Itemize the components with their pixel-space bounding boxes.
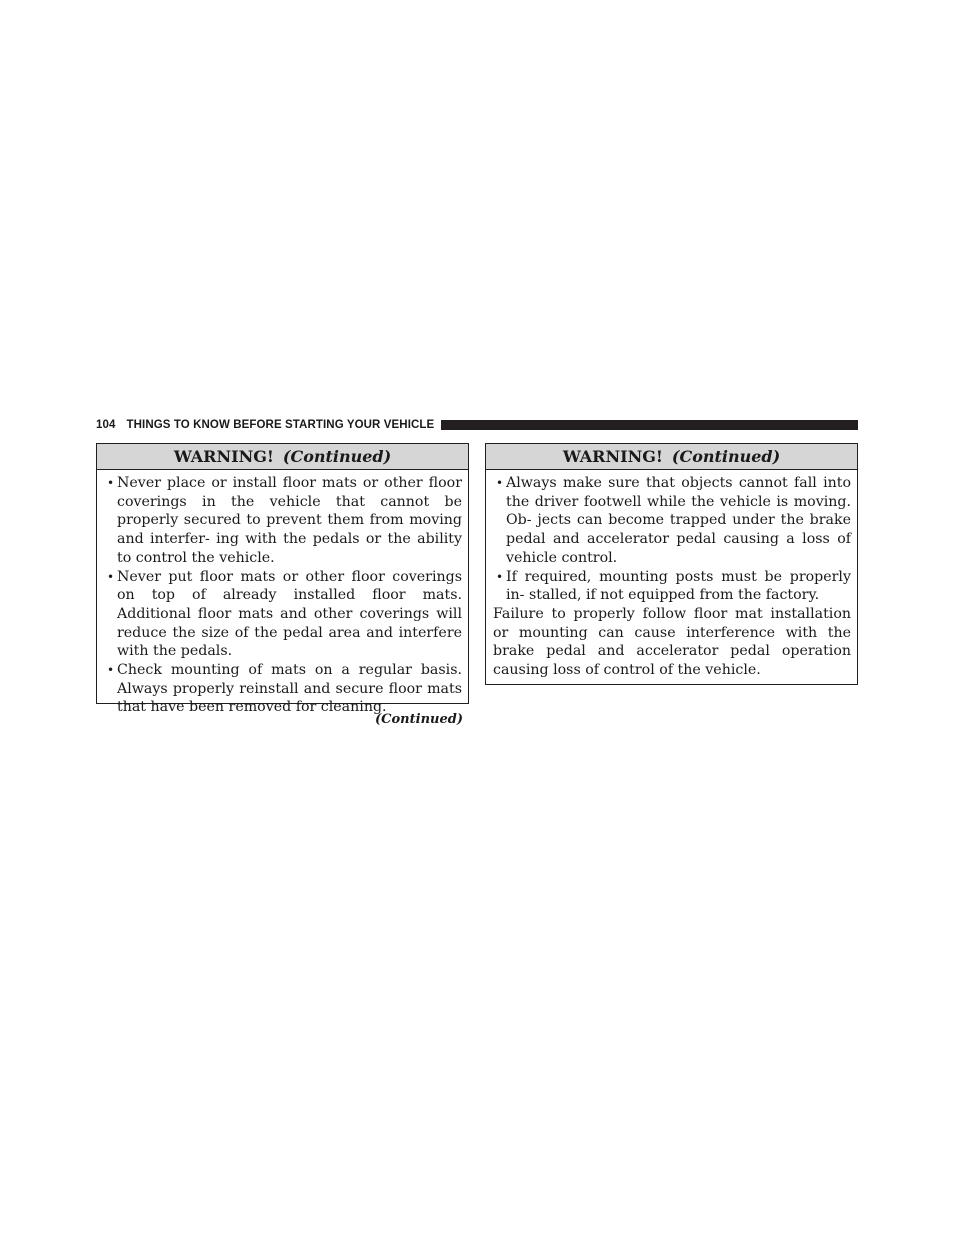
warning-body-left — [97, 470, 468, 717]
warning-body-right — [486, 470, 857, 680]
warning-box-left — [96, 443, 469, 716]
warning-box-right — [485, 443, 858, 685]
page-number: 104 — [96, 419, 116, 431]
continued-note: (Continued) — [375, 712, 463, 727]
warning-continued-label: (Continued) — [282, 447, 392, 466]
bullet-icon: • — [106, 663, 115, 678]
bullet-icon: • — [495, 569, 504, 584]
warning-header-right — [486, 444, 857, 470]
warning-continued-label: (Continued) — [671, 447, 781, 466]
warning-paragraph: Failure to properly follow floor mat installation or mounting can cause interference with the brake pedal and accelerator pedal operation causing loss of control of the vehicle. — [493, 605, 851, 679]
list-item — [493, 474, 851, 568]
bullet-icon: • — [495, 476, 504, 490]
page-header — [96, 418, 858, 432]
warning-title: WARNING! — [173, 447, 274, 466]
section-title: THINGS TO KNOW BEFORE STARTING YOUR VEHICLE — [126, 419, 435, 431]
bullet-text: If required, mounting posts must be properly in- stalled, if not equipped from the factory. — [506, 568, 851, 604]
bullet-icon: • — [106, 569, 115, 584]
bullet-text: Always make sure that objects cannot fall into the driver footwell while the vehicle is moving. Ob- jects can become trapped under the brake pedal and accelerator pedal causing a loss of vehicle control. — [506, 475, 851, 566]
warning-title: WARNING! — [562, 447, 663, 466]
bullet-text: Never put floor mats or other floor coverings on top of already installed floor mats. Additional floor mats and other coverings will reduce the size of the pedal area and interfere with the pedals. — [117, 568, 462, 660]
bullet-text: Check mounting of mats on a regular basis. Always properly reinstall and secure floor mats that have been removed for cleaning. — [117, 662, 462, 716]
list-item — [493, 568, 851, 605]
header-rule-bar — [441, 420, 858, 430]
warning-header-left — [97, 444, 468, 470]
list-item — [104, 661, 462, 717]
list-item — [104, 568, 462, 662]
bullet-text: Never place or install floor mats or other floor coverings in the vehicle that cannot be properly secured to prevent them from moving and interfer- ing with the pedals or the ability to control the vehicle. — [117, 475, 462, 566]
bullet-icon: • — [106, 476, 115, 490]
list-item — [104, 474, 462, 568]
